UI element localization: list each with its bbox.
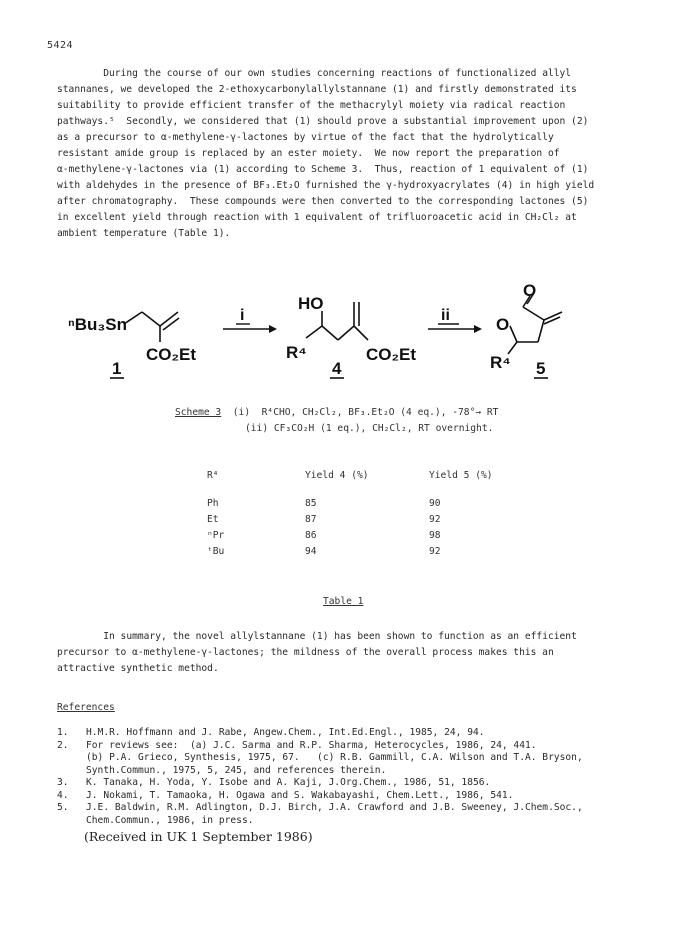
yield-5: 98 [429,530,441,541]
table-row [207,496,529,512]
compound-1-label: 1 [112,359,122,378]
reference-item [57,777,647,790]
summary-paragraph: In summary, the novel allylstannane (1) has been shown to function as an efficient precursor to α-methylene-γ-lactones; the mildness of the overall process makes this an attractive synthetic method. [57,631,577,674]
compound-1-structure [124,312,179,342]
step-ii-label: ii [441,307,450,324]
header-yield-5: Yield 5 (%) [429,470,493,481]
reference-text: J.E. Baldwin, R.M. Adlington, D.J. Birch, J.A. Crawford and J.B. Sweeney, J.Chem.Soc., Chem.Commun., 1986, in press. [86,802,583,826]
reference-text: K. Tanaka, H. Yoda, Y. Isobe and A. Kaji, J.Org.Chem., 1986, 51, 1856. [86,777,491,788]
table-row [207,528,529,544]
compound-4-hydroxy: HO [298,294,324,313]
header-yield-4: Yield 4 (%) [305,470,369,481]
reference-number: 1. [57,727,69,738]
compound-5-r: R⁴ [490,353,511,372]
reference-text: J. Nokami, T. Tamaoka, H. Ogawa and S. Wakabayashi, Chem.Lett., 1986, 541. [86,789,514,801]
reference-number: 5. [57,802,69,813]
substituent: Ph [207,498,219,509]
yield-4: 94 [305,546,317,557]
table-header [207,468,529,484]
yield-4: 87 [305,514,317,525]
references-heading: References [57,702,115,713]
yield-table [207,468,529,560]
compound-5-ring-o: O [496,315,510,334]
reference-number: 4. [57,789,69,801]
scheme-label: Scheme 3 [175,407,222,418]
references-list [57,727,647,827]
reference-item [57,727,647,740]
compound-1-tin: ⁿBu₃Sn [68,315,127,334]
table-title: Table 1 [323,596,364,607]
reference-number: 2. [57,739,69,751]
substituent: ᵗBu [207,546,225,557]
table-row [207,512,529,528]
reference-text: H.M.R. Hoffmann and J. Rabe, Angew.Chem., Int.Ed.Engl., 1985, 24, 94. [86,727,485,738]
yield-4: 85 [305,498,317,509]
reference-item [57,802,647,827]
yield-5: 92 [429,514,441,525]
yield-4: 86 [305,530,317,541]
scheme-condition-i: (i) R⁴CHO, CH₂Cl₂, BF₃.Et₂O (4 eq.), -78°→ RT [221,407,499,418]
compound-4-r: R⁴ [286,343,307,362]
page-number: 5424 [47,40,74,51]
compound-4-label: 4 [332,359,342,378]
reference-text: For reviews see: (a) J.C. Sarma and R.P. Sharma, Heterocycles, 1986, 24, 441. (b) P.A. Grieco, Synthesis, 1975, 67. (c) R.B. Gammill, C.A. Wilson and T.A. Bryson, Synth.Commun., 1975, 5, 245, and references therein. [86,739,583,776]
substituent: ⁿPr [207,530,225,541]
yield-5: 92 [429,546,441,557]
reaction-scheme [60,282,620,392]
substituent: Et [207,514,219,525]
intro-paragraph: During the course of our own studies concerning reactions of functionalized allyl stannanes, we developed the 2-ethoxycarbonylallylstannane (1) and firstly demonstrated its suitability to provide efficient transfer of the methacrylyl moiety via radical reaction pathways.⁵ Secondly, we considered that (1) should prove a substantial improvement upon (2) as a precursor to α-methylene-γ-lactones by virtue of the fact that the hydrolytically resistant amide group is replaced by an ester moiety. We now report the preparation of α-methylene-γ-lactones via (1) according to Scheme 3. Thus, reaction of 1 equivalent of (1) with aldehydes in the presence of BF₃.Et₂O furnished the γ-hydroxyacrylates (4) in high yield after chromatography. These compounds were then converted to the corresponding lactones (5) in excellent yield through reaction with 1 equivalent of trifluoroacetic acid in CH₂Cl₂ at ambient temperature (Table 1). [57,68,595,239]
reference-item [57,790,647,803]
yield-5: 90 [429,498,441,509]
compound-5-label: 5 [536,359,546,378]
compound-4-ester: CO₂Et [366,345,417,364]
step-i-label: i [240,307,245,324]
compound-5-structure [508,293,562,354]
reference-item [57,740,647,778]
compound-1-ester: CO₂Et [146,345,197,364]
scheme-caption [175,405,498,437]
compound-5-carbonyl-o: O [523,282,537,300]
received-date: (Received in UK 1 September 1986) [84,829,313,844]
scheme-condition-ii: (ii) CF₃CO₂H (1 eq.), CH₂Cl₂, RT overnight. [245,423,494,434]
header-substituent: R⁴ [207,470,219,481]
reference-number: 3. [57,777,69,788]
table-row [207,544,529,560]
